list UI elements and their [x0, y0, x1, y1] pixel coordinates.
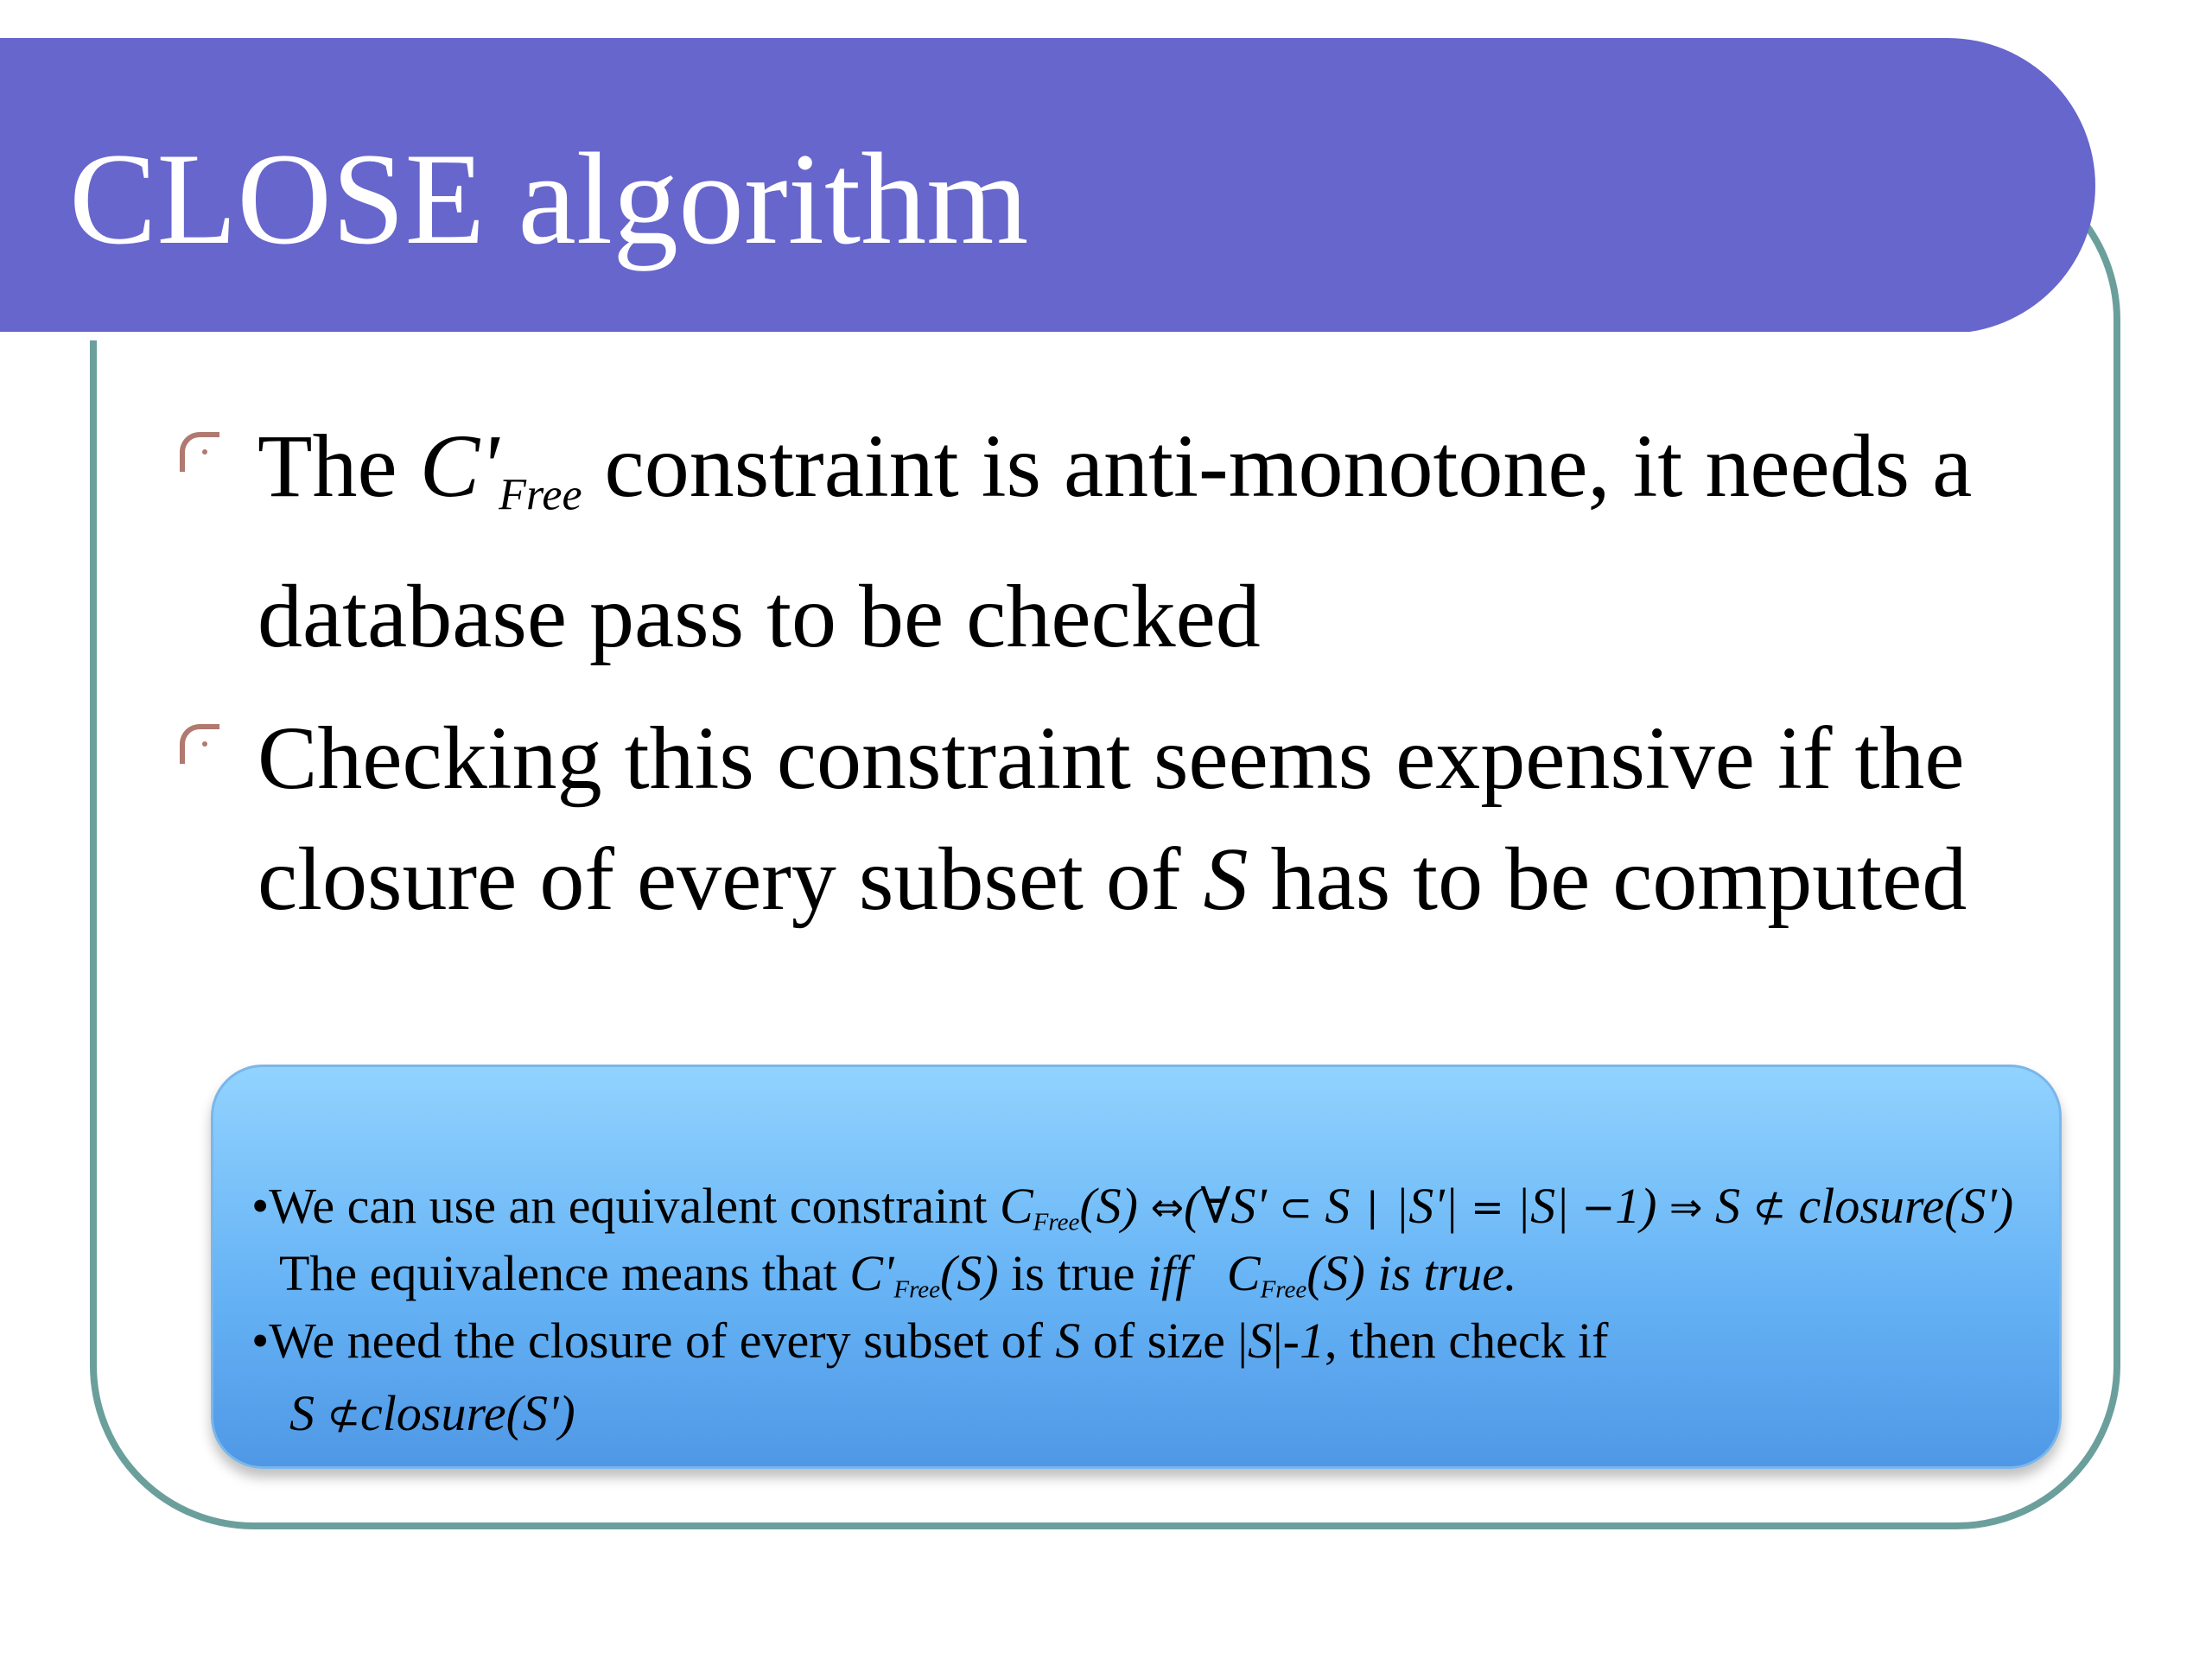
- note-line-2: [251, 1240, 2049, 1307]
- formula-cprime-sub: Free: [893, 1275, 941, 1304]
- bullet-list: [180, 406, 2081, 961]
- note-line-3-mid: of size |: [1080, 1313, 1249, 1369]
- implies-arrow-icon: ⇒: [1669, 1184, 1703, 1230]
- slide-title: CLOSE algorithm: [69, 126, 1029, 271]
- such-that-icon: ∣: [1362, 1184, 1382, 1230]
- note-line-2-formula-1: [849, 1245, 999, 1304]
- note-line-2-mid: is true: [998, 1245, 1148, 1301]
- formula-c2-sub: Free: [1260, 1275, 1307, 1304]
- note-line-3-s2: S: [1248, 1313, 1274, 1369]
- formula-closure: closure(S'): [360, 1385, 575, 1441]
- formula-c: C: [999, 1178, 1033, 1234]
- note-line-3-text: •We need the closure of every subset of: [251, 1313, 1056, 1369]
- bullet-1-math: [419, 416, 582, 520]
- note-line-1-formula: [1000, 1178, 2013, 1234]
- not-subset-icon: ⊄: [327, 1391, 361, 1438]
- note-line-3-end: , then check if: [1324, 1313, 1609, 1369]
- formula-c-sub: Free: [1033, 1208, 1080, 1236]
- formula-c2: C: [1226, 1245, 1261, 1301]
- formula-c-arg: (S): [1079, 1178, 1151, 1234]
- bullet-2-pre: Checking this constraint seems expensive if the closure of every subset of: [257, 708, 1965, 929]
- note-line-2-end: is true.: [1364, 1245, 1517, 1301]
- bullet-2-math: S: [1203, 829, 1249, 929]
- formula-s: S: [289, 1385, 327, 1441]
- formula-cprime: C': [849, 1245, 894, 1301]
- note-line-3-size: |-: [1273, 1313, 1300, 1369]
- formula-part-6: S: [1702, 1178, 1753, 1234]
- note-line-1: [251, 1173, 2049, 1240]
- minus-icon: −: [1581, 1184, 1616, 1230]
- not-subset-icon: ⊄: [1752, 1184, 1787, 1230]
- note-line-4: [251, 1380, 2049, 1447]
- bullet-1-math-symbol: C': [419, 416, 499, 516]
- bullet-item-1: [180, 406, 2081, 677]
- bullet-2-post: has to be computed: [1248, 829, 1967, 929]
- formula-cprime-arg: (S): [940, 1245, 999, 1301]
- note-line-1-text: •We can use an equivalent constraint: [251, 1178, 1000, 1234]
- bullet-1-math-subscript: Free: [499, 470, 582, 520]
- bullet-marker-icon: [180, 724, 219, 764]
- note-line-3: [251, 1307, 2049, 1375]
- equals-icon: =: [1471, 1184, 1504, 1230]
- title-banner: [0, 38, 2095, 334]
- formula-part-7: closure(S'): [1786, 1178, 2014, 1234]
- formula-part-1: (∀S': [1184, 1178, 1280, 1234]
- formula-part-3: |S'|: [1382, 1178, 1471, 1234]
- note-line-4-formula: [289, 1385, 575, 1441]
- formula-part-4: |S|: [1503, 1178, 1582, 1234]
- iff-arrow-icon: ⇔: [1150, 1184, 1185, 1230]
- formula-c2-arg: (S): [1306, 1245, 1365, 1301]
- formula-part-2: S: [1312, 1178, 1363, 1234]
- note-line-2-formula-2: [1226, 1245, 1517, 1304]
- subset-icon: ⊂: [1279, 1184, 1313, 1230]
- equivalence-note-box: [211, 1065, 2062, 1469]
- bullet-1-pre: The: [257, 416, 420, 516]
- bullet-item-2: [180, 698, 2081, 940]
- title-underline: [0, 332, 1979, 340]
- note-line-3-s: S: [1055, 1313, 1081, 1369]
- note-line-2-iff: iff: [1147, 1245, 1190, 1301]
- bullet-1-post: constraint is anti-monotone, it needs a database pass to be checked: [257, 416, 1973, 666]
- note-line-2-text: The equivalence means that: [279, 1245, 850, 1301]
- formula-part-5: 1): [1615, 1178, 1669, 1234]
- note-line-3-one: 1: [1299, 1313, 1325, 1369]
- note-content: [251, 1173, 2049, 1447]
- bullet-marker-icon: [180, 432, 219, 472]
